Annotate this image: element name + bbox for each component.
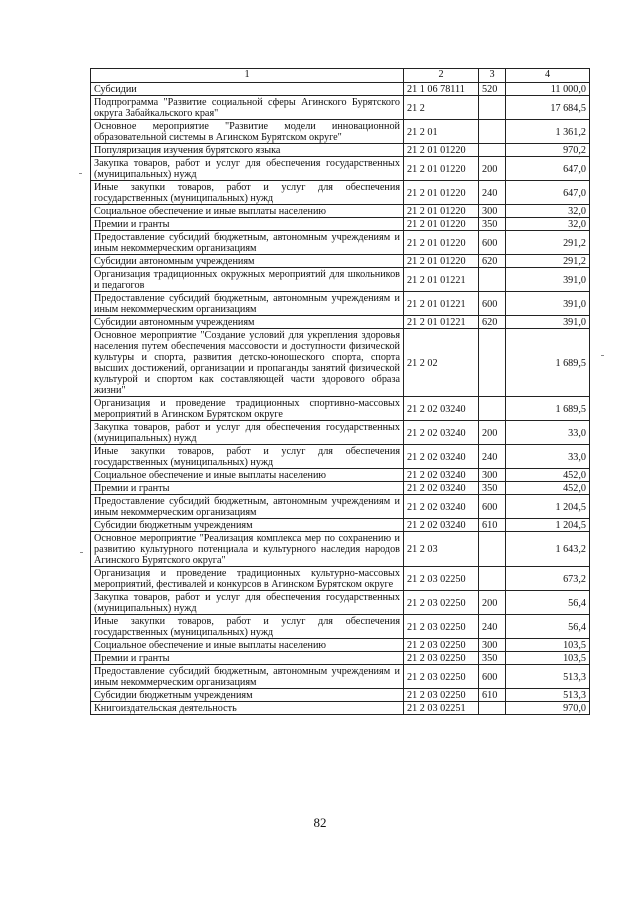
row-name-cell: Премии и гранты: [91, 218, 404, 231]
row-type-cell: [479, 268, 506, 292]
row-type-cell: 240: [479, 181, 506, 205]
column-header-code: 2: [404, 69, 479, 83]
row-type-cell: [479, 532, 506, 567]
row-code-cell: 21 2 03 02250: [404, 652, 479, 665]
row-name-cell: Организация традиционных окружных мероприятий для школьников и педагогов: [91, 268, 404, 292]
row-name-cell: Социальное обеспечение и иные выплаты населению: [91, 639, 404, 652]
row-amount-cell: 33,0: [506, 421, 590, 445]
scan-speck: [601, 355, 604, 356]
row-code-cell: 21 2 01 01220: [404, 218, 479, 231]
row-name-cell: Иные закупки товаров, работ и услуг для обеспечения государственных (муниципальных) нужд: [91, 445, 404, 469]
table-body: [91, 83, 590, 715]
row-amount-cell: 33,0: [506, 445, 590, 469]
row-name-cell: Премии и гранты: [91, 652, 404, 665]
row-amount-cell: 513,3: [506, 665, 590, 689]
row-name-cell: Популяризация изучения бурятского языка: [91, 144, 404, 157]
row-amount-cell: 452,0: [506, 482, 590, 495]
row-code-cell: 21 2 02 03240: [404, 421, 479, 445]
row-name-cell: Организация и проведение традиционных спортивно-массовых мероприятий в Агинском Бурятском округе: [91, 397, 404, 421]
row-code-cell: 21 2 01 01221: [404, 268, 479, 292]
row-amount-cell: 647,0: [506, 181, 590, 205]
row-name-cell: Иные закупки товаров, работ и услуг для обеспечения государственных (муниципальных) нужд: [91, 615, 404, 639]
column-header-amount: 4: [506, 69, 590, 83]
row-type-cell: 610: [479, 689, 506, 702]
row-type-cell: [479, 397, 506, 421]
table-row: [91, 329, 590, 397]
table-row: [91, 205, 590, 218]
table-row: [91, 292, 590, 316]
row-code-cell: 21 2 03 02250: [404, 567, 479, 591]
table-row: [91, 495, 590, 519]
row-name-cell: Книгоиздательская деятельность: [91, 702, 404, 715]
row-amount-cell: 1 689,5: [506, 329, 590, 397]
row-code-cell: 21 2 01: [404, 120, 479, 144]
row-name-cell: Премии и гранты: [91, 482, 404, 495]
row-type-cell: 200: [479, 421, 506, 445]
row-name-cell: Субсидии: [91, 83, 404, 96]
row-type-cell: 300: [479, 639, 506, 652]
row-amount-cell: 513,3: [506, 689, 590, 702]
row-type-cell: [479, 702, 506, 715]
table-row: [91, 231, 590, 255]
row-type-cell: 200: [479, 157, 506, 181]
table-row: [91, 567, 590, 591]
row-type-cell: [479, 329, 506, 397]
row-amount-cell: 32,0: [506, 205, 590, 218]
row-code-cell: 21 2: [404, 96, 479, 120]
table-row: [91, 83, 590, 96]
row-code-cell: 21 2 01 01220: [404, 144, 479, 157]
row-amount-cell: 291,2: [506, 231, 590, 255]
row-type-cell: [479, 144, 506, 157]
column-header-type: 3: [479, 69, 506, 83]
row-code-cell: 21 2 01 01220: [404, 255, 479, 268]
row-name-cell: Социальное обеспечение и иные выплаты населению: [91, 469, 404, 482]
row-code-cell: 21 2 01 01220: [404, 205, 479, 218]
scan-speck: [80, 552, 83, 553]
table-row: [91, 591, 590, 615]
row-amount-cell: 391,0: [506, 268, 590, 292]
row-amount-cell: 1 204,5: [506, 495, 590, 519]
row-amount-cell: 56,4: [506, 615, 590, 639]
row-name-cell: Предоставление субсидий бюджетным, автономным учреждениям и иным некоммерческим организациям: [91, 665, 404, 689]
table-row: [91, 157, 590, 181]
table-row: [91, 218, 590, 231]
row-amount-cell: 391,0: [506, 292, 590, 316]
row-name-cell: Социальное обеспечение и иные выплаты населению: [91, 205, 404, 218]
row-type-cell: 200: [479, 591, 506, 615]
row-code-cell: 21 2 03 02250: [404, 591, 479, 615]
row-name-cell: Предоставление субсидий бюджетным, автономным учреждениям и иным некоммерческим организациям: [91, 292, 404, 316]
row-name-cell: Закупка товаров, работ и услуг для обеспечения государственных (муниципальных) нужд: [91, 157, 404, 181]
row-code-cell: 21 2 03: [404, 532, 479, 567]
table-row: [91, 615, 590, 639]
table-row: [91, 469, 590, 482]
row-type-cell: [479, 96, 506, 120]
table-row: [91, 639, 590, 652]
row-type-cell: 240: [479, 615, 506, 639]
row-type-cell: 350: [479, 482, 506, 495]
row-code-cell: 21 2 02 03240: [404, 495, 479, 519]
row-code-cell: 21 2 02 03240: [404, 482, 479, 495]
table-row: [91, 482, 590, 495]
row-amount-cell: 970,2: [506, 144, 590, 157]
row-code-cell: 21 2 02 03240: [404, 445, 479, 469]
row-code-cell: 21 2 03 02251: [404, 702, 479, 715]
row-type-cell: 600: [479, 231, 506, 255]
row-name-cell: Подпрограмма "Развитие социальной сферы Агинского Бурятского округа Забайкальского края": [91, 96, 404, 120]
table-row: [91, 268, 590, 292]
row-name-cell: Предоставление субсидий бюджетным, автономным учреждениям и иным некоммерческим организациям: [91, 231, 404, 255]
row-amount-cell: 17 684,5: [506, 96, 590, 120]
row-name-cell: Организация и проведение традиционных культурно-массовых мероприятий, фестивалей и конкурсов в Агинском Бурятском округе: [91, 567, 404, 591]
row-amount-cell: 103,5: [506, 639, 590, 652]
row-amount-cell: 673,2: [506, 567, 590, 591]
row-name-cell: Предоставление субсидий бюджетным, автономным учреждениям и иным некоммерческим организациям: [91, 495, 404, 519]
row-name-cell: Закупка товаров, работ и услуг для обеспечения государственных (муниципальных) нужд: [91, 591, 404, 615]
row-code-cell: 21 2 01 01220: [404, 181, 479, 205]
row-amount-cell: 1 204,5: [506, 519, 590, 532]
table-row: [91, 181, 590, 205]
row-code-cell: 21 2 02 03240: [404, 397, 479, 421]
row-name-cell: Иные закупки товаров, работ и услуг для обеспечения государственных (муниципальных) нужд: [91, 181, 404, 205]
row-type-cell: 610: [479, 519, 506, 532]
row-amount-cell: 647,0: [506, 157, 590, 181]
row-code-cell: 21 2 01 01220: [404, 157, 479, 181]
row-code-cell: 21 2 01 01220: [404, 231, 479, 255]
row-name-cell: Субсидии автономным учреждениям: [91, 316, 404, 329]
table-row: [91, 445, 590, 469]
row-amount-cell: 970,0: [506, 702, 590, 715]
row-amount-cell: 452,0: [506, 469, 590, 482]
scan-speck: [79, 173, 82, 174]
table-row: [91, 702, 590, 715]
row-type-cell: 600: [479, 665, 506, 689]
row-name-cell: Закупка товаров, работ и услуг для обеспечения государственных (муниципальных) нужд: [91, 421, 404, 445]
row-type-cell: 300: [479, 205, 506, 218]
row-type-cell: 620: [479, 255, 506, 268]
row-type-cell: 620: [479, 316, 506, 329]
row-type-cell: [479, 567, 506, 591]
budget-table: [90, 68, 590, 715]
table-row: [91, 421, 590, 445]
row-name-cell: Субсидии автономным учреждениям: [91, 255, 404, 268]
row-type-cell: 520: [479, 83, 506, 96]
row-amount-cell: 1 689,5: [506, 397, 590, 421]
row-name-cell: Основное мероприятие "Создание условий для укрепления здоровья населения путем обеспечения массовости и доступности физической культуры и спорта, развития детско-юношеского спорта, спорта высших достижений, организации и пропаганды занятий физической культурой и спортом как составляющей части здорового образа жизни": [91, 329, 404, 397]
header-row: [91, 69, 590, 83]
table-row: [91, 255, 590, 268]
row-code-cell: 21 2 03 02250: [404, 689, 479, 702]
row-type-cell: 350: [479, 218, 506, 231]
row-amount-cell: 103,5: [506, 652, 590, 665]
table-row: [91, 397, 590, 421]
table-row: [91, 665, 590, 689]
table-row: [91, 120, 590, 144]
row-type-cell: 600: [479, 495, 506, 519]
row-name-cell: Основное мероприятие "Развитие модели инновационной образовательной системы в Агинском Бурятском округе": [91, 120, 404, 144]
row-amount-cell: 56,4: [506, 591, 590, 615]
row-name-cell: Основное мероприятие "Реализация комплекса мер по сохранению и развитию культурного потенциала и культурного наследия народов Агинского Бурятского округа": [91, 532, 404, 567]
row-amount-cell: 391,0: [506, 316, 590, 329]
table-row: [91, 316, 590, 329]
page-number: 82: [313, 815, 327, 830]
row-amount-cell: 11 000,0: [506, 83, 590, 96]
row-type-cell: 300: [479, 469, 506, 482]
row-amount-cell: 1 643,2: [506, 532, 590, 567]
row-code-cell: 21 2 03 02250: [404, 639, 479, 652]
row-amount-cell: 291,2: [506, 255, 590, 268]
column-header-name: 1: [91, 69, 404, 83]
row-code-cell: 21 2 02 03240: [404, 519, 479, 532]
table-row: [91, 532, 590, 567]
row-name-cell: Субсидии бюджетным учреждениям: [91, 519, 404, 532]
row-amount-cell: 32,0: [506, 218, 590, 231]
table-row: [91, 519, 590, 532]
row-type-cell: [479, 120, 506, 144]
row-amount-cell: 1 361,2: [506, 120, 590, 144]
row-code-cell: 21 2 01 01221: [404, 292, 479, 316]
row-code-cell: 21 2 03 02250: [404, 665, 479, 689]
row-name-cell: Субсидии бюджетным учреждениям: [91, 689, 404, 702]
row-code-cell: 21 1 06 78111: [404, 83, 479, 96]
table-row: [91, 96, 590, 120]
row-code-cell: 21 2 01 01221: [404, 316, 479, 329]
row-code-cell: 21 2 02: [404, 329, 479, 397]
row-code-cell: 21 2 03 02250: [404, 615, 479, 639]
row-type-cell: 350: [479, 652, 506, 665]
table-row: [91, 652, 590, 665]
table-row: [91, 144, 590, 157]
row-type-cell: 600: [479, 292, 506, 316]
table-row: [91, 689, 590, 702]
row-code-cell: 21 2 02 03240: [404, 469, 479, 482]
row-type-cell: 240: [479, 445, 506, 469]
